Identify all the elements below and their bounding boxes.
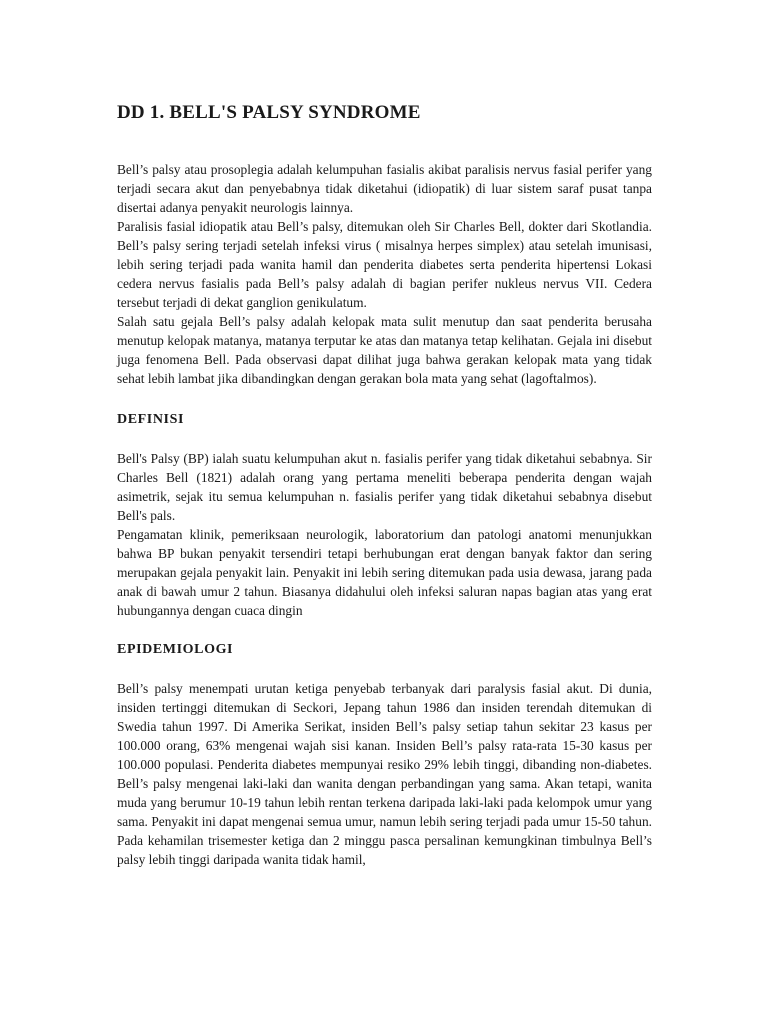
intro-section: [117, 160, 652, 388]
epidemiologi-paragraph-1: Bell’s palsy menempati urutan ketiga penyebab terbanyak dari paralysis fasial akut. Di dunia, insiden tertinggi ditemukan di Seckori, Jepang tahun 1986 dan insiden terendah ditemukan di Swedia tahun 1997. Di Amerika Serikat, insiden Bell’s palsy setiap tahun sekitar 23 kasus per 100.000 orang, 63% mengenai wajah sisi kanan. Insiden Bell’s palsy rata-rata 15-30 kasus per 100.000 populasi. Penderita diabetes mempunyai resiko 29% lebih tinggi, dibanding non-diabetes. Bell’s palsy mengenai laki-laki dan wanita dengan perbandingan yang sama. Akan tetapi, wanita muda yang berumur 10-19 tahun lebih rentan terkena daripada laki-laki pada kelompok umur yang sama. Penyakit ini dapat mengenai semua umur, namun lebih sering terjadi pada umur 15-50 tahun. Pada kehamilan trisemester ketiga dan 2 minggu pasca persalinan kemungkinan timbulnya Bell’s palsy lebih tinggi daripada wanita tidak hamil,: [117, 681, 652, 867]
intro-paragraph-2: Paralisis fasial idiopatik atau Bell’s palsy, ditemukan oleh Sir Charles Bell, dokter dari Skotlandia. Bell’s palsy sering terjadi setelah infeksi virus ( misalnya herpes simplex) atau setelah imunisasi, lebih sering terjadi pada wanita hamil dan penderita diabetes serta penderita hipertensi Lokasi cedera nervus fasialis pada Bell’s palsy adalah di bagian perifer nukleus nervus VII. Cedera tersebut terjadi di dekat ganglion genikulatum.: [117, 219, 652, 310]
definisi-section: [117, 410, 652, 620]
epidemiologi-heading: EPIDEMIOLOGI: [117, 642, 234, 657]
epidemiologi-section: [117, 640, 652, 869]
definisi-paragraph-1: Bell's Palsy (BP) ialah suatu kelumpuhan akut n. fasialis perifer yang tidak diketahui sebabnya. Sir Charles Bell (1821) adalah orang yang pertama meneliti beberapa penderita dengan wajah asimetrik, sejak itu semua kelumpuhan n. fasialis perifer yang tidak diketahui sebabnya disebut Bell's pals.: [117, 451, 652, 523]
document-title: DD 1. BELL'S PALSY SYNDROME: [117, 102, 421, 123]
document-page: [117, 100, 652, 889]
definisi-paragraph-2: Pengamatan klinik, pemeriksaan neurologik, laboratorium dan patologi anatomi menunjukkan bahwa BP bukan penyakit tersendiri tetapi berhubungan erat dengan banyak faktor dan sering merupakan gejala penyakit lain. Penyakit ini lebih sering ditemukan pada usia dewasa, jarang pada anak di bawah umur 2 tahun. Biasanya didahului oleh infeksi saluran napas bagian atas yang erat hubungannya dengan cuaca dingin: [117, 527, 652, 618]
intro-paragraph-3: Salah satu gejala Bell’s palsy adalah kelopak mata sulit menutup dan saat penderita berusaha menutup kelopak matanya, matanya terputar ke atas dan matanya tetap kelihatan. Gejala ini disebut juga fenomena Bell. Pada observasi dapat dilihat juga bahwa gerakan kelopak mata yang tidak sehat lebih lambat jika dibandingkan dengan gerakan bola mata yang sehat (lagoftalmos).: [117, 314, 652, 386]
intro-paragraph-1: Bell’s palsy atau prosoplegia adalah kelumpuhan fasialis akibat paralisis nervus fasial perifer yang terjadi secara akut dan penyebabnya tidak diketahui (idiopatik) di luar sistem saraf pusat tanpa disertai adanya penyakit neurologis lainnya.: [117, 162, 652, 215]
definisi-heading: DEFINISI: [117, 412, 185, 427]
